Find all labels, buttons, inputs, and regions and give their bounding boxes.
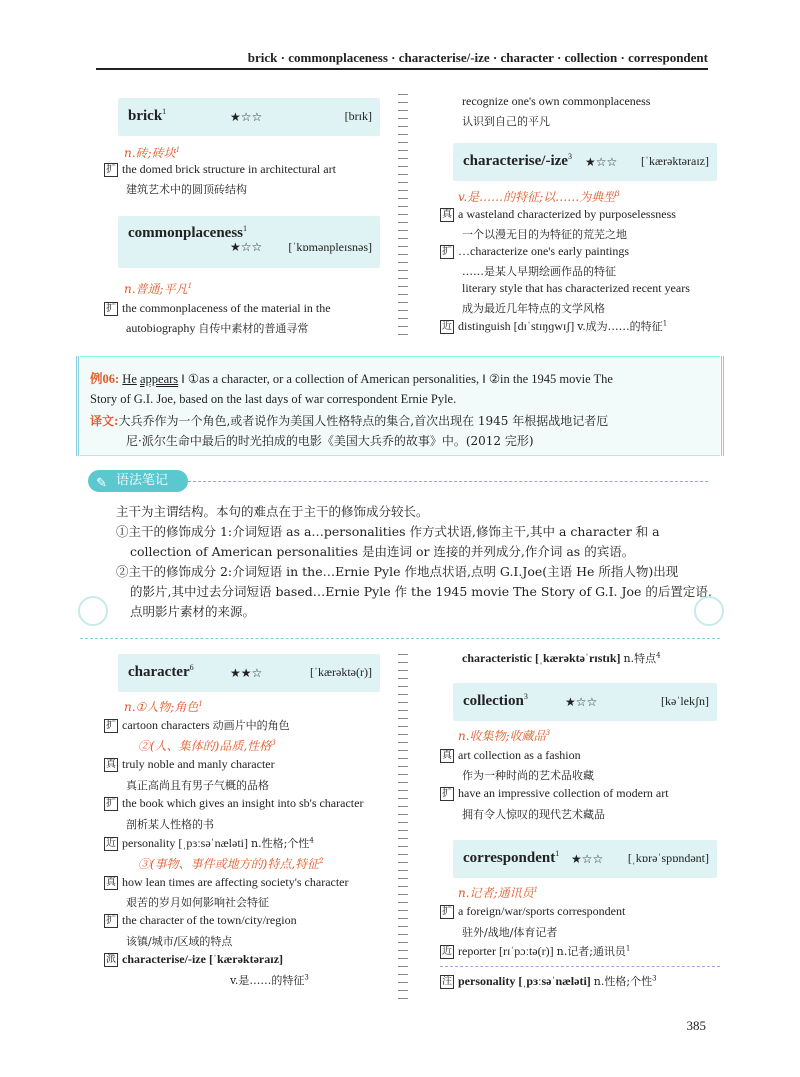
grammar-line: 点明影片素材的来源。	[130, 604, 256, 619]
marker: ‖ ①	[181, 372, 200, 386]
entry-word: brick$^1$	[128, 107, 167, 124]
part-of-speech: v.是……的特征;以……为典型$^3$	[458, 190, 620, 204]
example-zh: 成为最近几年特点的文学风格	[462, 302, 605, 315]
example-en: 扩 have an impressive collection of modern art	[442, 786, 669, 800]
part-of-speech: n.收集物;收藏品$^3$	[458, 729, 551, 743]
tag-icon: 派	[106, 954, 116, 966]
phonetic: [ˈkærəktə(r)]	[310, 665, 372, 679]
derivative: 派 characterise/-ize [ˈkærəktəraɪz]	[106, 952, 284, 966]
star-rating: ★☆☆	[571, 852, 604, 866]
example-en-cont: autobiography 自传中素材的普通寻常	[126, 321, 309, 335]
example-en: 扩 …characterize one's early paintings	[442, 244, 630, 258]
star-rating: ★☆☆	[585, 155, 618, 169]
column-divider-bottom	[398, 650, 408, 1000]
example-zh: 艰苦的岁月如何影响社会特征	[126, 896, 269, 909]
example-zh: v.是……的特征$^3$	[230, 973, 309, 987]
entry-word: commonplaceness$^1$	[128, 224, 247, 241]
tag-icon: 近	[442, 321, 452, 333]
example-zh: 真正高尚且有男子气概的品格	[126, 779, 269, 792]
translation-text-2: 尼·派尔生命中最后的时光拍成的电影《美国大兵乔的故事》中。(2012 完形)	[126, 434, 534, 448]
grammar-line: 主干为主谓结构。本句的难点在于主干的修饰成分较长。	[116, 504, 429, 519]
note-divider	[440, 966, 720, 967]
example-en: 扩 a foreign/war/sports correspondent	[442, 904, 626, 918]
decor-corner	[78, 596, 108, 626]
tag-icon: 扩	[106, 164, 116, 176]
tag-icon: 注	[442, 976, 452, 988]
grammar-notes	[88, 470, 712, 620]
example-en: 扩 the domed brick structure in architectural art	[106, 162, 336, 176]
example-zh: 作为一种时尚的艺术品收藏	[462, 769, 594, 782]
synonym: 近 distinguish [dɪˈstɪŋɡwɪʃ] v.成为……的特征$^1$	[442, 319, 668, 333]
part-of-speech: ②(人、集体的)品质,性格$^3$	[138, 739, 276, 753]
example-zh: 拥有令人惊叹的现代艺术藏品	[462, 808, 605, 821]
entry-word: collection$^3$	[463, 692, 528, 709]
tag-icon: 扩	[442, 246, 452, 258]
entry-word: character$^6$	[128, 663, 194, 680]
part-of-speech: n.普通;平凡$^1$	[124, 282, 193, 296]
grammar-line: ①主干的修饰成分 1:介词短语 as a…personalities 作方式状语,修饰主干,其中 a character 和 a	[116, 524, 660, 539]
entry-correspondent-header	[453, 840, 717, 878]
example-zh: 驻外/战地/体育记者	[462, 926, 558, 939]
decor-corner	[694, 596, 724, 626]
example-en: 扩 the commonplaceness of the material in the	[106, 301, 331, 315]
note: 注 personality [ˌpɜːsəˈnæləti] n.性格;个性$^3$	[442, 974, 657, 988]
grammar-line: ②主干的修饰成分 2:介词短语 in the…Ernie Pyle 作地点状语,点明 G.I.Joe(主语 He 所指人物)出现	[116, 564, 679, 579]
synonym: 近 personality [ˌpɜːsəˈnæləti] n.性格;个性$^4$	[106, 836, 314, 850]
example-en: 扩 the character of the town/city/region	[106, 913, 297, 927]
entry-character-header	[118, 654, 380, 692]
tag-icon: 真	[106, 877, 116, 889]
page-header: brick · commonplaceness · characterise/-ize · character · collection · correspondent	[247, 50, 708, 65]
example-en: 真 art collection as a fashion	[442, 748, 581, 762]
tag-icon: 真	[442, 750, 452, 762]
example-translation	[90, 411, 710, 451]
tag-icon: 真	[442, 209, 452, 221]
example-en: 真 truly noble and manly character	[106, 757, 275, 771]
phonetic: [kəˈlekʃn]	[661, 694, 709, 708]
entry-collection-header	[453, 683, 717, 721]
tag-icon: 近	[106, 838, 116, 850]
star-rating: ★☆☆	[230, 110, 263, 124]
pen-icon: ✎	[96, 476, 107, 491]
entry-commonplaceness-header	[118, 216, 380, 268]
grammar-rule	[188, 481, 708, 482]
example-zh: ……是某人早期绘画作品的特征	[462, 265, 616, 278]
example-zh: 该镇/城市/区域的特点	[126, 935, 233, 948]
entry-characterise-header	[453, 143, 717, 181]
example-sentence-box	[80, 356, 720, 456]
entry-brick-header	[118, 98, 380, 136]
tag-icon: 扩	[106, 303, 116, 315]
example-zh: 剖析某人性格的书	[126, 818, 214, 831]
predicate: appears	[140, 372, 179, 386]
phonetic: [ˌkɒrəˈspɒndənt]	[627, 851, 709, 865]
column-divider-top	[398, 90, 408, 340]
subject: He	[122, 372, 137, 386]
entry-word: correspondent$^1$	[463, 849, 560, 866]
example-en: 扩 the book which gives an insight into sb's character	[106, 796, 364, 810]
example-en: 扩 cartoon characters 动画片中的角色	[106, 718, 290, 732]
synonym: 近 reporter [rɪˈpɔːtə(r)] n.记者;通讯员$^1$	[442, 944, 631, 958]
example-text-2: Story of G.I. Joe, based on the last days of war correspondent Ernie Pyle.	[90, 392, 457, 406]
star-rating: ★☆☆	[565, 695, 598, 709]
related-word: characteristic [ˌkærəktəˈrɪstɪk] n.特点$^4$	[462, 651, 661, 665]
part-of-speech: ③(事物、事件或地方的)特点,特征$^2$	[138, 857, 324, 871]
example-zh: 建筑艺术中的圆顶砖结构	[126, 183, 247, 196]
tag-icon: 真	[106, 759, 116, 771]
section-divider	[80, 638, 720, 639]
example-en: 真 how lean times are affecting society's character	[106, 875, 349, 889]
phonetic: [ˈkærəktəraɪz]	[641, 154, 709, 168]
part-of-speech: n.①人物;角色$^1$	[124, 700, 203, 714]
example-label: 例06:	[90, 372, 120, 386]
example-sentence-en	[90, 369, 710, 409]
tag-icon: 扩	[442, 906, 452, 918]
tag-icon: 扩	[442, 788, 452, 800]
translation-label: 译文:	[90, 414, 119, 428]
part-of-speech: n.记者;通讯员$^1$	[458, 886, 539, 900]
example-zh: 认识到自己的平凡	[462, 115, 550, 128]
example-text-1: as a character, or a collection of American personalities, ‖ ②in the 1945 movie The	[199, 372, 613, 386]
tag-icon: 扩	[106, 915, 116, 927]
tag-icon: 扩	[106, 798, 116, 810]
translation-text-1: 大兵乔作为一个角色,或者说作为美国人性格特点的集合,首次出现在 1945 年根据战地记者厄	[118, 414, 609, 428]
header-rule	[96, 68, 708, 70]
example-en: 真 a wasteland characterized by purposelessness	[442, 207, 676, 221]
grammar-line: 的影片,其中过去分词短语 based…Ernie Pyle 作 the 1945 movie The Story of G.I. Joe 的后置定语,	[130, 584, 712, 599]
example-en: recognize one's own commonplaceness	[462, 94, 651, 108]
example-zh: 一个以漫无目的为特征的荒芜之地	[462, 228, 627, 241]
tag-icon: 扩	[106, 720, 116, 732]
star-rating: ★☆☆	[230, 240, 263, 254]
part-of-speech: n.砖;砖块$^1$	[124, 146, 181, 160]
entry-word: characterise/-ize$^3$	[463, 152, 572, 169]
phonetic: [brɪk]	[344, 109, 372, 123]
example-en: literary style that has characterized recent years	[462, 281, 690, 295]
grammar-badge: ✎ 语法笔记	[88, 470, 188, 492]
star-rating: ★★☆	[230, 666, 263, 680]
grammar-line: collection of American personalities 是由连词 or 连接的并列成分,作介词 as 的宾语。	[130, 544, 635, 559]
page-number: 385	[686, 1018, 706, 1033]
tag-icon: 近	[442, 946, 452, 958]
phonetic: [ˈkɒmənpleɪsnəs]	[288, 240, 372, 254]
